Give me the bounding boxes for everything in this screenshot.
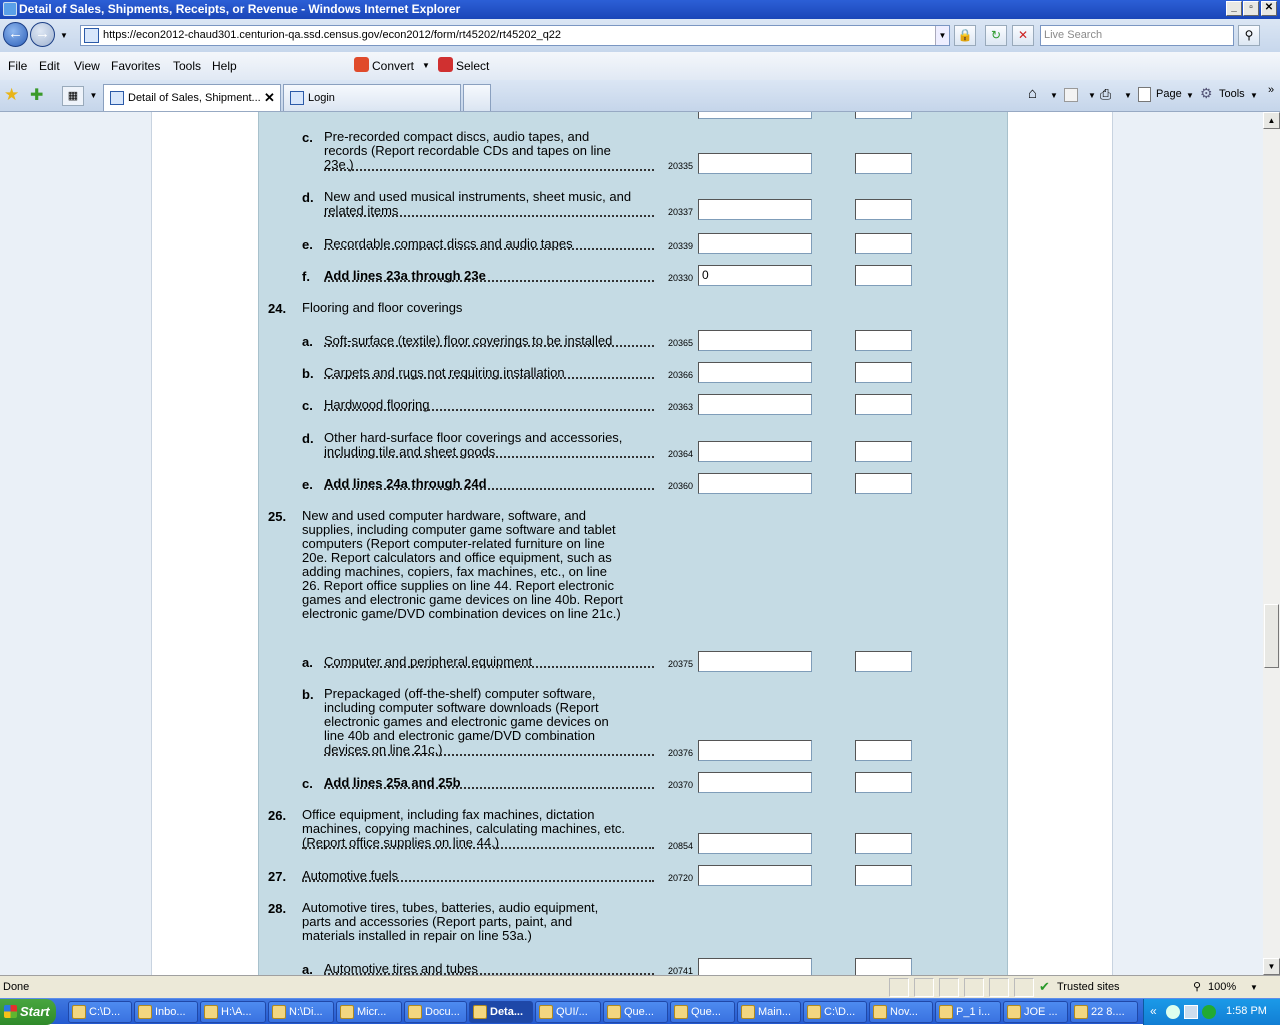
line-description: Flooring and floor coverings	[302, 300, 463, 315]
close-tab-icon[interactable]: ✕	[264, 90, 275, 105]
line-number: 25.	[268, 509, 287, 524]
status-pane	[889, 978, 909, 997]
item-code: 20363	[668, 402, 694, 412]
home-dropdown-icon[interactable]: ▼	[1050, 91, 1058, 100]
item-code: 20376	[668, 748, 694, 758]
scroll-up-arrow[interactable]: ▲	[1263, 112, 1280, 129]
taskbar-item-label: H:\A...	[221, 1006, 252, 1018]
taskbar-item-label: C:\D...	[824, 1006, 856, 1018]
dot-leader	[324, 248, 654, 250]
line-description: Add lines 23a through 23e	[324, 268, 486, 283]
item-code: 20335	[668, 161, 694, 171]
status-message: Done	[3, 981, 30, 993]
zoom-level[interactable]: 100%	[1208, 981, 1237, 993]
item-code: 20370	[668, 780, 694, 790]
quick-tabs-icon[interactable]: ▦	[62, 86, 84, 106]
checkmark-icon: ✔	[1039, 979, 1050, 994]
line-description: Computer and peripheral equipment	[324, 654, 533, 669]
line-description: Pre-recorded compact discs, audio tapes, and records (Report recordable CDs and tapes on line 23e.)	[324, 129, 611, 172]
clock[interactable]: 1:58 PM	[1226, 1005, 1267, 1017]
tab-bar	[0, 80, 1280, 112]
line-description: Add lines 24a through 24d	[324, 476, 487, 491]
tools-dropdown-icon[interactable]: ▼	[1250, 91, 1258, 100]
taskbar-item-label: P_1 i...	[956, 1006, 991, 1018]
home-icon[interactable]: ⌂	[1028, 85, 1038, 102]
tray-expand-icon[interactable]: «	[1150, 1004, 1157, 1018]
cutoff-input[interactable]	[698, 112, 812, 119]
status-pane	[939, 978, 959, 997]
address-toolbar	[0, 19, 1280, 52]
item-code: 20365	[668, 338, 694, 348]
taskbar-item-label: Que...	[691, 1006, 721, 1018]
taskbar-item-label: Deta...	[490, 1006, 524, 1018]
line-description: Soft-surface (textile) floor coverings to be installed	[324, 333, 613, 348]
item-code: 20360	[668, 481, 694, 491]
line-number: 27.	[268, 869, 287, 884]
percent-input[interactable]	[855, 865, 912, 886]
taskbar-item-label: 22 8....	[1091, 1006, 1125, 1018]
line-letter: a.	[302, 655, 313, 670]
line-description: Prepackaged (off-the-shelf) computer software, including computer software downloads (Report electronic games and electronic game devices on line 40b and electronic game/DVD combination devices on line 21c.)	[324, 686, 609, 757]
menu-tools[interactable]: Tools	[173, 59, 202, 73]
print-dropdown-icon[interactable]: ▼	[1124, 91, 1132, 100]
cutoff-input[interactable]	[855, 112, 912, 119]
line-description: Office equipment, including fax machines, dictation machines, copying machines, calculating machines, etc. (Report office supplies on line 44.)	[302, 807, 625, 850]
tools-menu[interactable]: Tools	[1219, 88, 1245, 100]
line-description: Automotive tires, tubes, batteries, audio equipment, parts and accessories (Report parts, paint, and materials installed in repair on line 53a.)	[302, 900, 599, 943]
feeds-dropdown-icon[interactable]: ▼	[1088, 91, 1096, 100]
percent-input[interactable]	[855, 362, 912, 383]
right-margin-panel	[1112, 112, 1263, 975]
percent-input[interactable]	[855, 233, 912, 254]
line-description: Hardwood flooring	[324, 397, 430, 412]
menu-file[interactable]: File	[8, 59, 28, 73]
zoom-icon: ⚲	[1193, 981, 1202, 993]
item-code: 20720	[668, 873, 694, 883]
recent-pages-dropdown[interactable]: ▼	[60, 31, 68, 40]
dot-leader	[324, 345, 654, 347]
item-code: 20854	[668, 841, 694, 851]
tab-login[interactable]	[283, 84, 461, 111]
back-button[interactable]: ←	[3, 22, 28, 47]
line-letter: d.	[302, 431, 314, 446]
gear-icon: ⚙	[1200, 85, 1213, 101]
taskbar-item[interactable]	[404, 1001, 467, 1023]
amount-input[interactable]	[698, 362, 812, 383]
menu-edit[interactable]: Edit	[39, 59, 60, 73]
line-number: 28.	[268, 901, 287, 916]
taskbar-item[interactable]	[535, 1001, 601, 1023]
antivirus-icon[interactable]	[1202, 1005, 1216, 1019]
tab-label: Login	[308, 92, 335, 104]
app-icon	[340, 1005, 354, 1019]
search-icon[interactable]: ⚲	[1238, 25, 1260, 46]
line-description: Recordable compact discs and audio tapes	[324, 236, 573, 251]
print-icon[interactable]: ⎙	[1100, 86, 1112, 102]
dot-leader	[324, 754, 654, 756]
menu-help[interactable]: Help	[212, 59, 237, 73]
line-description: Automotive tires and tubes	[324, 961, 478, 975]
taskbar-item[interactable]	[336, 1001, 402, 1023]
app-icon	[272, 1005, 286, 1019]
taskbar-item[interactable]	[469, 1001, 533, 1023]
page-content	[0, 112, 1263, 975]
search-placeholder: Live Search	[1044, 29, 1103, 41]
page-icon	[290, 91, 304, 105]
dot-leader	[324, 409, 654, 411]
address-bar[interactable]	[80, 25, 950, 46]
taskbar-item-label: Micr...	[357, 1006, 387, 1018]
line-letter: f.	[302, 269, 310, 284]
taskbar-item-label: Que...	[624, 1006, 654, 1018]
taskbar-item-label: JOE ...	[1024, 1006, 1058, 1018]
line-description: Automotive fuels	[302, 868, 399, 883]
convert-icon	[354, 57, 369, 72]
dot-leader	[302, 880, 654, 882]
new-tab-button[interactable]	[463, 84, 491, 111]
status-pane	[989, 978, 1009, 997]
dot-leader	[324, 488, 654, 490]
item-code: 20375	[668, 659, 694, 669]
scroll-thumb[interactable]	[1264, 604, 1279, 668]
menu-favorites[interactable]: Favorites	[111, 59, 161, 73]
add-favorites-icon[interactable]: ✚	[30, 87, 44, 104]
amount-input[interactable]	[698, 651, 812, 672]
app-icon	[72, 1005, 86, 1019]
app-icon	[939, 1005, 953, 1019]
line-letter: e.	[302, 237, 313, 252]
convert-button[interactable]: Convert	[372, 59, 415, 73]
amount-input[interactable]	[698, 153, 812, 174]
amount-input[interactable]	[698, 441, 812, 462]
refresh-icon[interactable]: ↻	[985, 25, 1007, 46]
maximize-button[interactable]: ▫	[1243, 1, 1259, 16]
line-number: 26.	[268, 808, 287, 823]
zoom-dropdown-icon[interactable]: ▼	[1250, 983, 1258, 992]
percent-input[interactable]	[855, 199, 912, 220]
item-code: 20741	[668, 966, 694, 975]
amount-input[interactable]	[698, 833, 812, 854]
amount-input[interactable]: 0	[698, 265, 812, 286]
dot-leader	[324, 377, 654, 379]
status-pane	[964, 978, 984, 997]
item-code: 20366	[668, 370, 694, 380]
taskbar-item[interactable]	[670, 1001, 735, 1023]
page-icon	[1138, 87, 1151, 102]
line-letter: e.	[302, 477, 313, 492]
taskbar-item-label: QUI/...	[556, 1006, 588, 1018]
stop-icon[interactable]: ✕	[1012, 25, 1034, 46]
amount-input[interactable]	[698, 473, 812, 494]
left-margin-panel	[0, 112, 152, 975]
app-icon	[807, 1005, 821, 1019]
app-icon	[607, 1005, 621, 1019]
tray-app-icon[interactable]	[1166, 1005, 1180, 1019]
url-text: https://econ2012-chaud301.centurion-qa.ssd.census.gov/econ2012/form/rt45202/rt45202_q22	[103, 29, 562, 41]
app-icon	[674, 1005, 688, 1019]
address-dropdown[interactable]: ▼	[935, 26, 949, 45]
item-code: 20364	[668, 449, 694, 459]
line-letter: d.	[302, 190, 314, 205]
tab-detail[interactable]	[103, 84, 281, 111]
dot-leader	[324, 787, 654, 789]
amount-input[interactable]	[698, 330, 812, 351]
app-icon	[1074, 1005, 1088, 1019]
percent-input[interactable]	[855, 265, 912, 286]
amount-input[interactable]	[698, 865, 812, 886]
line-letter: c.	[302, 130, 313, 145]
line-letter: b.	[302, 687, 314, 702]
tab-list-dropdown[interactable]: ▼	[89, 91, 98, 100]
dot-leader	[324, 215, 654, 217]
status-bar	[0, 975, 1280, 998]
close-window-button[interactable]: ✕	[1261, 1, 1277, 16]
convert-dropdown-icon[interactable]: ▼	[422, 61, 430, 70]
app-icon	[204, 1005, 218, 1019]
line-description: New and used computer hardware, software, and supplies, including computer game software and tablet computers (Report computer-related furniture on line 20e. Report calculators and office equipment, such as adding machines, copiers, fax machines, etc., on line 26. Report office supplies on line 44. Report electronic games and electronic game devices on line 40b. Report electronic game/DVD combination devices on line 21c.)	[302, 508, 623, 621]
app-icon	[539, 1005, 553, 1019]
dot-leader	[324, 280, 654, 282]
taskbar-item[interactable]	[737, 1001, 801, 1023]
status-pane	[914, 978, 934, 997]
network-icon[interactable]	[1184, 1005, 1198, 1019]
taskbar-item-label: C:\D...	[89, 1006, 121, 1018]
taskbar	[0, 998, 1280, 1024]
app-icon	[473, 1005, 487, 1019]
forward-button[interactable]: →	[30, 22, 55, 47]
amount-input[interactable]	[698, 233, 812, 254]
select-icon	[438, 57, 453, 72]
line-description: Other hard-surface floor coverings and accessories, including tile and sheet goods	[324, 430, 623, 459]
chevron-more-icon[interactable]: »	[1268, 84, 1275, 96]
percent-input[interactable]	[855, 394, 912, 415]
taskbar-item[interactable]	[1003, 1001, 1068, 1023]
amount-input[interactable]	[698, 740, 812, 761]
percent-input[interactable]	[855, 958, 912, 975]
minimize-button[interactable]: _	[1226, 1, 1242, 16]
line-number: 24.	[268, 301, 287, 316]
scroll-down-arrow[interactable]: ▼	[1263, 958, 1280, 975]
start-button[interactable]	[0, 999, 56, 1025]
item-code: 20337	[668, 207, 694, 217]
lock-icon[interactable]: 🔒	[954, 25, 976, 46]
page-menu[interactable]: Page	[1156, 88, 1182, 100]
percent-input[interactable]	[855, 740, 912, 761]
item-code: 20339	[668, 241, 694, 251]
amount-input[interactable]	[698, 772, 812, 793]
percent-input[interactable]	[855, 153, 912, 174]
taskbar-item-label: Main...	[758, 1006, 792, 1018]
app-icon	[1007, 1005, 1021, 1019]
app-icon	[873, 1005, 887, 1019]
percent-input[interactable]	[855, 772, 912, 793]
page-icon	[84, 28, 99, 43]
title-bar	[0, 0, 1280, 19]
status-pane	[1014, 978, 1034, 997]
line-description: New and used musical instruments, sheet music, and related items	[324, 189, 632, 218]
taskbar-item[interactable]	[803, 1001, 867, 1023]
taskbar-item[interactable]	[1070, 1001, 1138, 1023]
percent-input[interactable]	[855, 330, 912, 351]
dot-leader	[324, 169, 654, 171]
app-icon	[741, 1005, 755, 1019]
percent-input[interactable]	[855, 651, 912, 672]
line-letter: a.	[302, 334, 313, 349]
taskbar-item[interactable]	[603, 1001, 668, 1023]
start-label: Start	[20, 1004, 50, 1019]
percent-input[interactable]	[855, 473, 912, 494]
line-letter: c.	[302, 398, 313, 413]
feeds-icon[interactable]	[1064, 88, 1078, 102]
app-icon	[408, 1005, 422, 1019]
tab-label: Detail of Sales, Shipment...	[128, 92, 261, 104]
taskbar-item[interactable]	[268, 1001, 334, 1023]
line-description: Add lines 25a and 25b	[324, 775, 461, 790]
dot-leader	[302, 847, 654, 849]
windows-logo-icon	[4, 1005, 17, 1018]
taskbar-item-label: Nov...	[890, 1006, 918, 1018]
taskbar-item[interactable]	[200, 1001, 266, 1023]
taskbar-item-label: N:\Di...	[289, 1006, 323, 1018]
percent-input[interactable]	[855, 441, 912, 462]
app-icon	[138, 1005, 152, 1019]
amount-input[interactable]	[698, 958, 812, 975]
taskbar-item[interactable]	[134, 1001, 198, 1023]
menu-bar	[0, 52, 1280, 80]
vertical-scrollbar[interactable]	[1263, 112, 1280, 975]
item-code: 20330	[668, 273, 694, 283]
dot-leader	[324, 666, 654, 668]
taskbar-item-label: Inbo...	[155, 1006, 186, 1018]
amount-input[interactable]	[698, 394, 812, 415]
taskbar-item[interactable]	[935, 1001, 1001, 1023]
line-description: Carpets and rugs not requiring installation	[324, 365, 565, 380]
taskbar-item-label: Docu...	[425, 1006, 460, 1018]
menu-view[interactable]: View	[74, 59, 100, 73]
taskbar-item[interactable]	[68, 1001, 132, 1023]
system-tray	[1143, 999, 1280, 1025]
percent-input[interactable]	[855, 833, 912, 854]
ie-icon	[3, 2, 17, 16]
select-button[interactable]: Select	[456, 59, 490, 73]
page-dropdown-icon[interactable]: ▼	[1186, 91, 1194, 100]
amount-input[interactable]	[698, 199, 812, 220]
line-letter: b.	[302, 366, 314, 381]
search-input[interactable]	[1040, 25, 1234, 46]
security-zone[interactable]: Trusted sites	[1057, 981, 1120, 993]
line-letter: a.	[302, 962, 313, 975]
line-letter: c.	[302, 776, 313, 791]
dot-leader	[324, 456, 654, 458]
window-title: Detail of Sales, Shipments, Receipts, or Revenue - Windows Internet Explorer	[19, 2, 461, 16]
favorites-star-icon[interactable]: ★	[4, 85, 20, 104]
taskbar-item[interactable]	[869, 1001, 933, 1023]
page-icon	[110, 91, 124, 105]
